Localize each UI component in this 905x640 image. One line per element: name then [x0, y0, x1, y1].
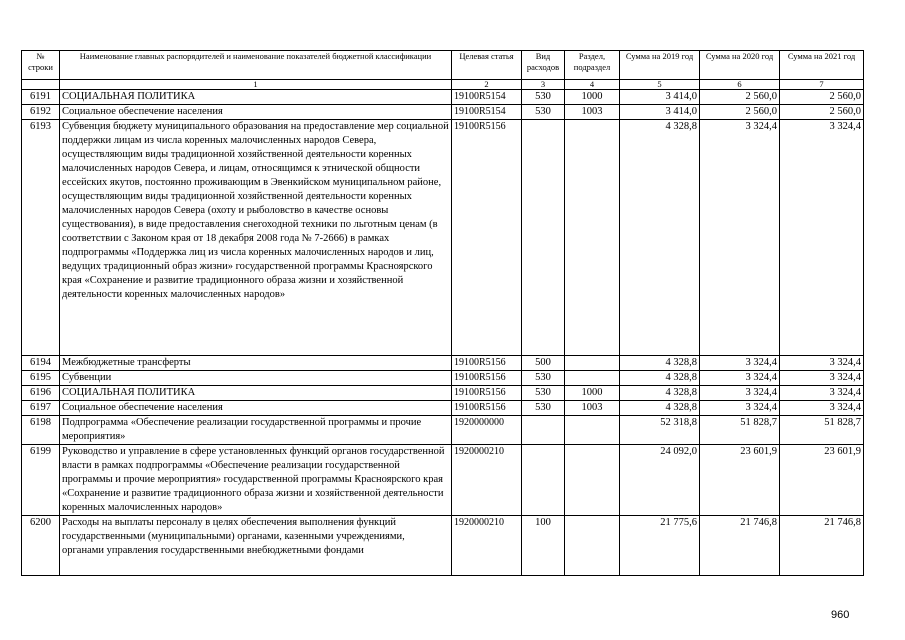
- row-sum-2019: 3 414,0: [620, 90, 700, 105]
- row-section: [565, 371, 620, 386]
- table-row: [22, 516, 864, 576]
- row-sum-2021: 51 828,7: [780, 416, 864, 445]
- row-number: 6191: [22, 90, 60, 105]
- row-name: СОЦИАЛЬНАЯ ПОЛИТИКА: [60, 386, 452, 401]
- row-sum-2019: 3 414,0: [620, 105, 700, 120]
- row-expense-type: 530: [522, 386, 565, 401]
- row-target-article: 1920000000: [452, 416, 522, 445]
- column-number-row: [22, 80, 864, 90]
- row-sum-2021: 23 601,9: [780, 445, 864, 516]
- column-number: 6: [700, 80, 780, 90]
- row-target-article: 19100R5156: [452, 356, 522, 371]
- row-sum-2020: 3 324,4: [700, 120, 780, 356]
- table-row: [22, 416, 864, 445]
- row-name: Подпрограмма «Обеспечение реализации государственной программы и прочие мероприятия»: [60, 416, 452, 445]
- row-expense-type: [522, 445, 565, 516]
- row-number: 6195: [22, 371, 60, 386]
- row-target-article: 19100R5154: [452, 105, 522, 120]
- row-number: 6194: [22, 356, 60, 371]
- page-number: 960: [831, 609, 850, 621]
- row-sum-2021: 3 324,4: [780, 386, 864, 401]
- table-row: [22, 401, 864, 416]
- row-sum-2020: 2 560,0: [700, 105, 780, 120]
- row-expense-type: 530: [522, 401, 565, 416]
- row-name: СОЦИАЛЬНАЯ ПОЛИТИКА: [60, 90, 452, 105]
- row-sum-2019: 21 775,6: [620, 516, 700, 576]
- row-expense-type: 500: [522, 356, 565, 371]
- row-number: 6198: [22, 416, 60, 445]
- row-sum-2020: 3 324,4: [700, 356, 780, 371]
- row-target-article: 19100R5156: [452, 386, 522, 401]
- row-number: 6199: [22, 445, 60, 516]
- row-sum-2019: 4 328,8: [620, 401, 700, 416]
- row-target-article: 1920000210: [452, 516, 522, 576]
- row-number: 6192: [22, 105, 60, 120]
- row-name: Субвенция бюджету муниципального образования на предоставление мер социальной поддержки лицам из числа коренных малочисленных народов Севера, осуществляющим виды традиционной хозяйственной деятельности коренных малочисленных народов Севера, и лицам, относящимся к этнической общности ессейских якутов, постоянно проживающим в Эвенкийском муниципальном районе, осуществляющим виды традиционной хозяйственной деятельности коренных малочисленных народов Севера (охоту и рыболовство в качестве основы существования), в виде предоставления снегоходной техники по льготным ценам (в соответствии с Законом края от 18 декабря 2008 года № 7-2666) в рамках подпрограммы «Поддержка лиц из числа коренных малочисленных народов и лиц, ведущих традиционный образ жизни» государственной программы Красноярского края «Сохранение и развитие традиционного образа жизни и хозяйственной деятельности коренных малочисленных народов»: [60, 120, 452, 356]
- header-sum-2019: Сумма на 2019 год: [620, 51, 700, 80]
- column-number: 5: [620, 80, 700, 90]
- table-row: [22, 445, 864, 516]
- header-row-number: № строки: [22, 51, 60, 80]
- header-target-article: Целевая статья: [452, 51, 522, 80]
- row-sum-2020: 21 746,8: [700, 516, 780, 576]
- table-row: [22, 120, 864, 356]
- row-sum-2020: 3 324,4: [700, 386, 780, 401]
- table-row: [22, 371, 864, 386]
- row-sum-2021: 3 324,4: [780, 401, 864, 416]
- row-expense-type: 530: [522, 105, 565, 120]
- row-target-article: 19100R5154: [452, 90, 522, 105]
- row-sum-2021: 3 324,4: [780, 120, 864, 356]
- row-number: 6193: [22, 120, 60, 356]
- row-expense-type: 530: [522, 371, 565, 386]
- row-name: Расходы на выплаты персоналу в целях обеспечения выполнения функций государственными (муниципальными) органами, казенными учреждениями, органами управления государственными внебюджетными фондами: [60, 516, 452, 576]
- row-section: 1000: [565, 386, 620, 401]
- row-sum-2019: 4 328,8: [620, 371, 700, 386]
- row-sum-2020: 23 601,9: [700, 445, 780, 516]
- header-expense-type: Вид расходов: [522, 51, 565, 80]
- row-expense-type: 530: [522, 90, 565, 105]
- row-number: 6196: [22, 386, 60, 401]
- row-sum-2019: 4 328,8: [620, 356, 700, 371]
- row-sum-2021: 2 560,0: [780, 105, 864, 120]
- row-sum-2020: 3 324,4: [700, 371, 780, 386]
- row-name: Межбюджетные трансферты: [60, 356, 452, 371]
- row-section: [565, 516, 620, 576]
- table-row: [22, 90, 864, 105]
- row-sum-2021: 3 324,4: [780, 371, 864, 386]
- row-section: [565, 356, 620, 371]
- budget-table: [21, 50, 864, 576]
- row-number: 6197: [22, 401, 60, 416]
- header-sum-2020: Сумма на 2020 год: [700, 51, 780, 80]
- row-sum-2019: 4 328,8: [620, 120, 700, 356]
- column-number: [22, 80, 60, 90]
- row-expense-type: 100: [522, 516, 565, 576]
- header-sum-2021: Сумма на 2021 год: [780, 51, 864, 80]
- row-sum-2020: 3 324,4: [700, 401, 780, 416]
- row-section: 1000: [565, 90, 620, 105]
- row-section: [565, 120, 620, 356]
- column-number: 3: [522, 80, 565, 90]
- row-target-article: 1920000210: [452, 445, 522, 516]
- row-name: Субвенции: [60, 371, 452, 386]
- column-number: 2: [452, 80, 522, 90]
- row-sum-2021: 21 746,8: [780, 516, 864, 576]
- table-row: [22, 386, 864, 401]
- row-name: Руководство и управление в сфере установленных функций органов государственной власти в рамках подпрограммы «Обеспечение реализации государственной программы и прочие мероприятия» государственной программы Красноярского края «Сохранение и развитие традиционного образа жизни и хозяйственной деятельности коренных малочисленных народов»: [60, 445, 452, 516]
- row-number: 6200: [22, 516, 60, 576]
- row-section: 1003: [565, 105, 620, 120]
- row-section: 1003: [565, 401, 620, 416]
- row-name: Социальное обеспечение населения: [60, 401, 452, 416]
- header-name: Наименование главных распорядителей и наименование показателей бюджетной классификации: [60, 51, 452, 80]
- row-expense-type: [522, 416, 565, 445]
- row-sum-2020: 51 828,7: [700, 416, 780, 445]
- column-number: 1: [60, 80, 452, 90]
- column-number: 7: [780, 80, 864, 90]
- header-row: [22, 51, 864, 80]
- row-sum-2019: 4 328,8: [620, 386, 700, 401]
- row-sum-2021: 3 324,4: [780, 356, 864, 371]
- row-section: [565, 445, 620, 516]
- row-sum-2019: 52 318,8: [620, 416, 700, 445]
- row-sum-2019: 24 092,0: [620, 445, 700, 516]
- column-number: 4: [565, 80, 620, 90]
- row-target-article: 19100R5156: [452, 120, 522, 356]
- table-row: [22, 105, 864, 120]
- row-sum-2021: 2 560,0: [780, 90, 864, 105]
- row-sum-2020: 2 560,0: [700, 90, 780, 105]
- row-expense-type: [522, 120, 565, 356]
- row-target-article: 19100R5156: [452, 401, 522, 416]
- header-section: Раздел, подраздел: [565, 51, 620, 80]
- row-name: Социальное обеспечение населения: [60, 105, 452, 120]
- row-target-article: 19100R5156: [452, 371, 522, 386]
- row-section: [565, 416, 620, 445]
- table-row: [22, 356, 864, 371]
